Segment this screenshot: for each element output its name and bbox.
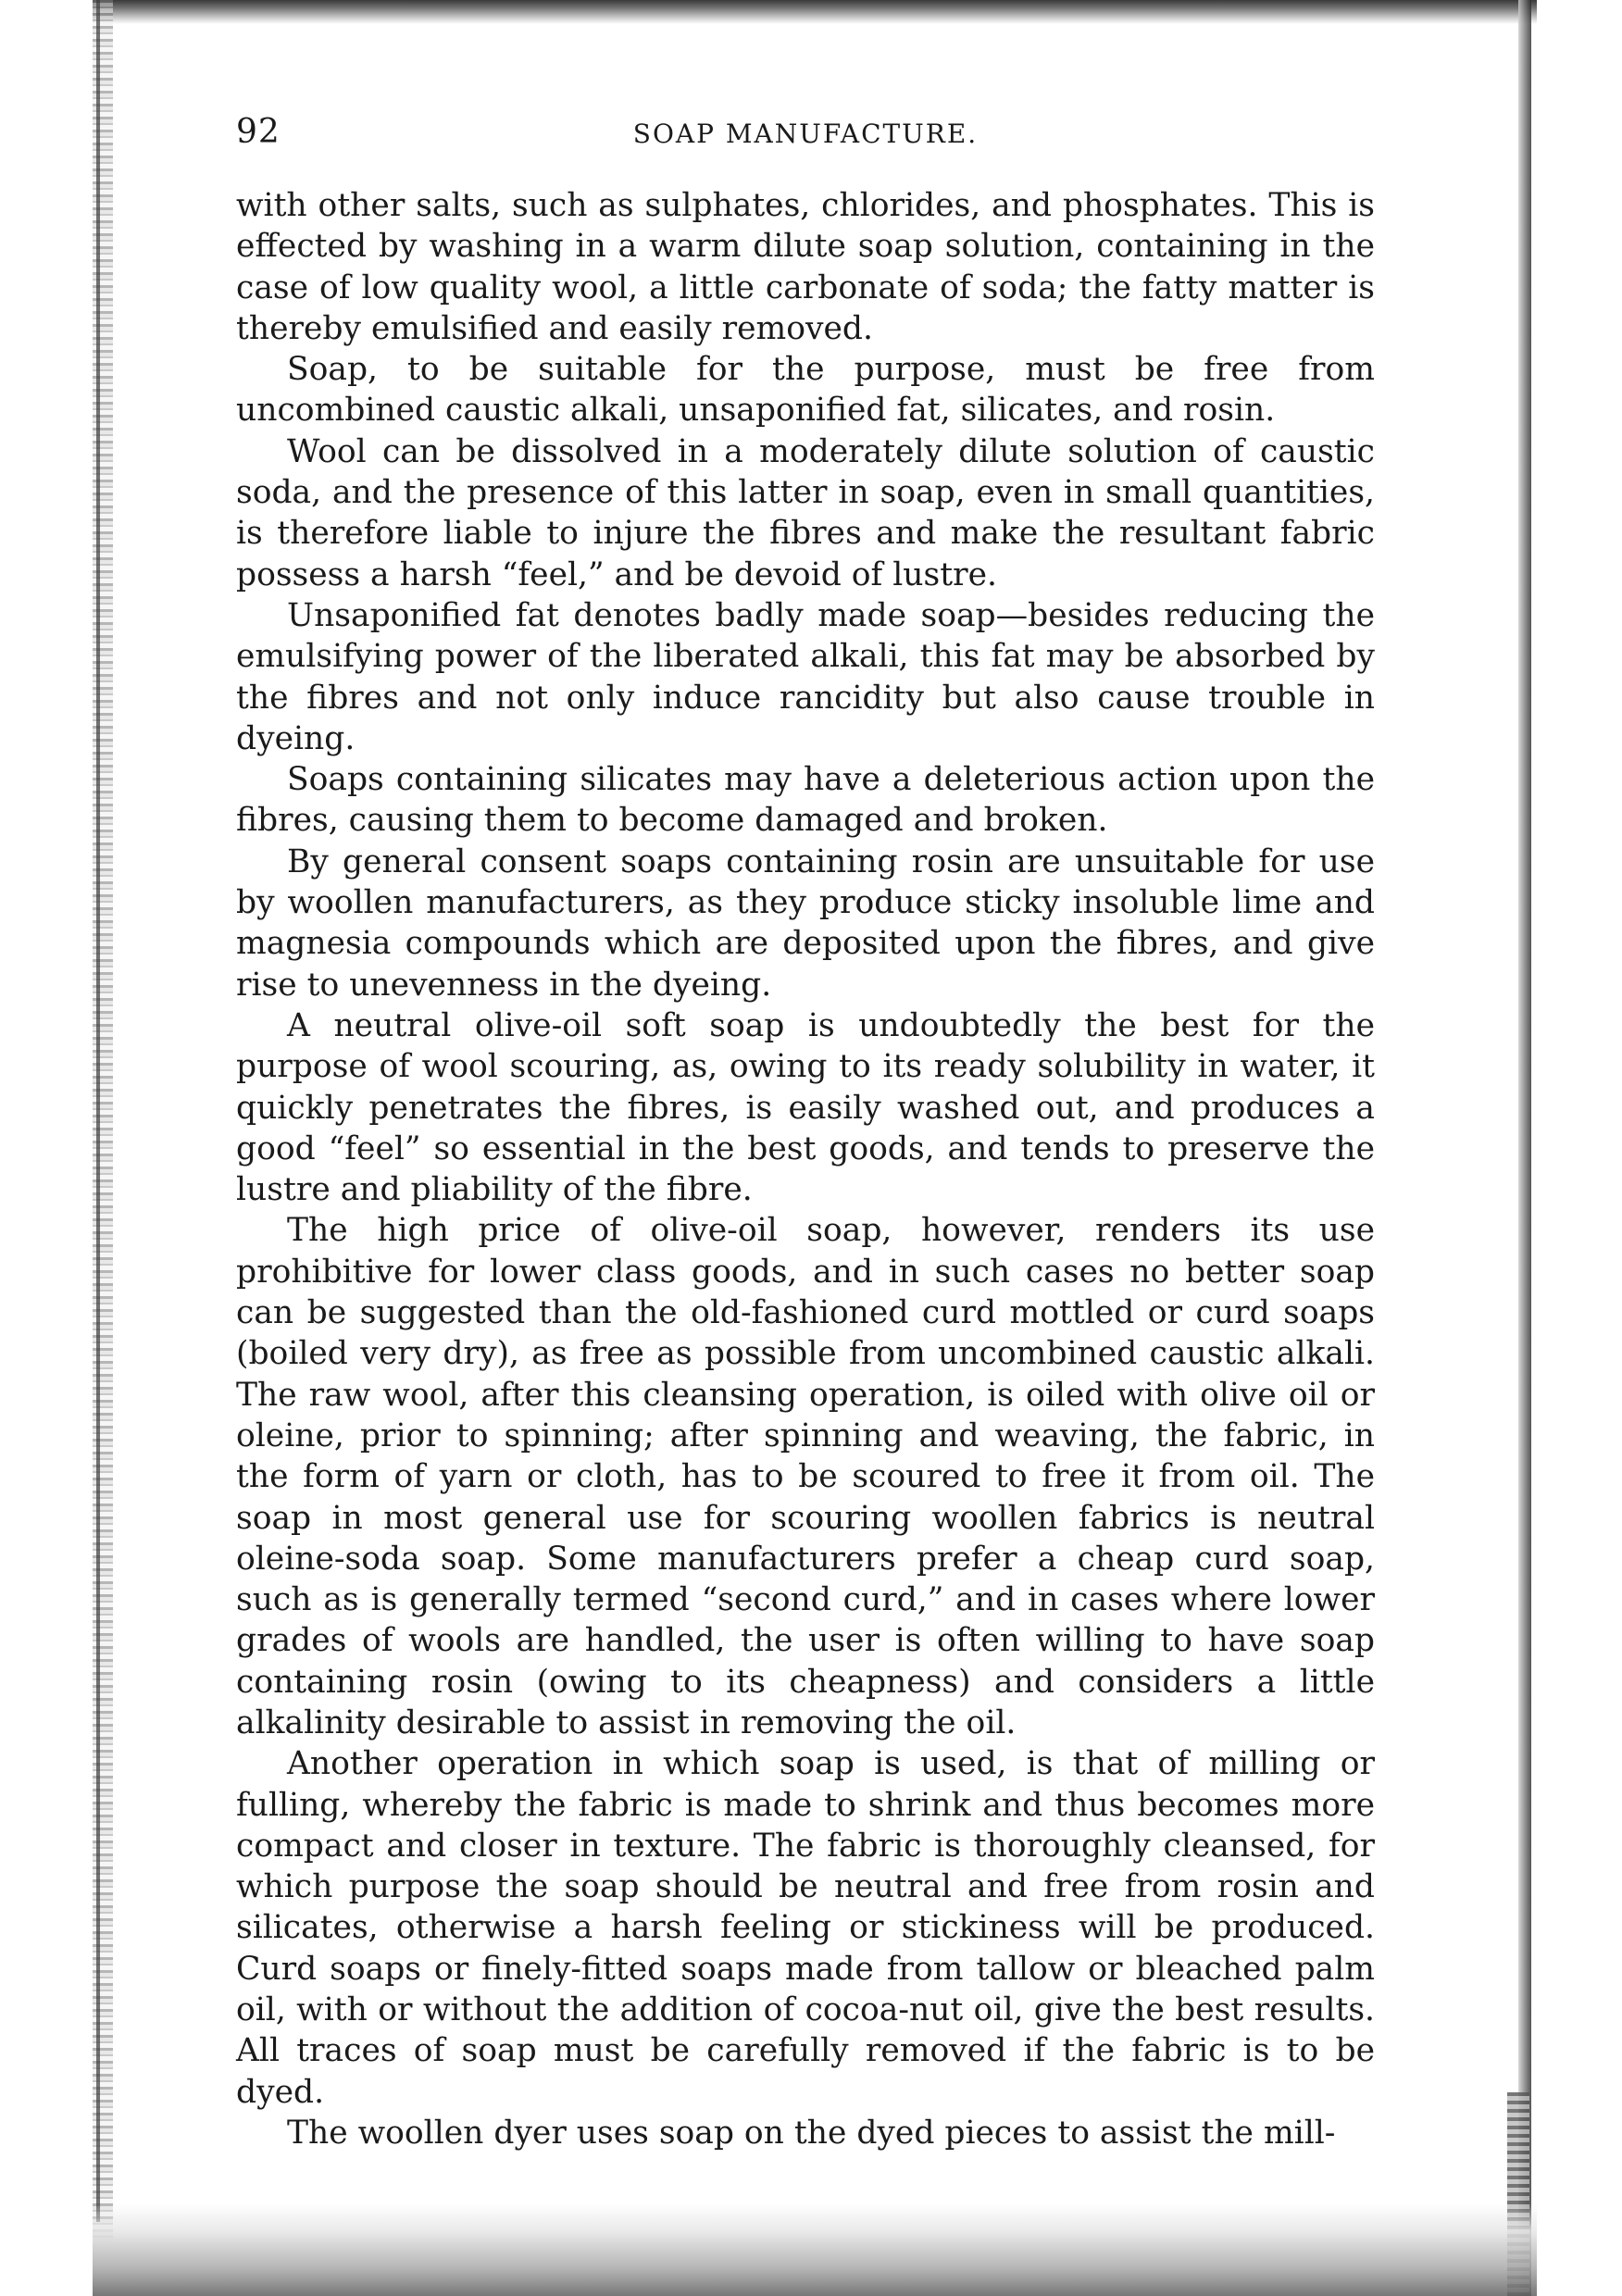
paragraph: The woollen dyer uses soap on the dyed pieces to assist the mill- [287,2114,1336,2152]
paragraph: The high price of olive-oil soap, however, renders its use prohibitive for lower class goods, and in such cases no better soap can be suggested than the old-fashioned curd mottled or curd soaps (boiled very dry), as free as possible from uncombined caustic alkali. The raw wool, after this cleansing operation, is oiled with olive oil or oleine, prior to spinning; after spinning and weaving, the fabric, in the form of yarn or cloth, has to be scoured to free it from oil. The soap in most general use for scouring woollen fabrics is neutral oleine-soda soap. Some manufacturers prefer a cheap curd soap, such as is generally termed “second curd,” and in cases where lower grades of wools are handled, the user is often willing to have soap containing rosin (owing to its cheapness) and considers a little alkalinity desirable to assist in removing the oil. [236,1212,1375,1741]
page-body [236,185,1375,2153]
scan-left-edge [96,0,100,2222]
paragraph: A neutral olive-oil soft soap is undoubtedly the best for the purpose of wool scouring, as, owing to its ready solubility in water, it quickly penetrates the fibres, is easily washed out, and produces a good “feel” so essential in the best goods, and tends to preserve the lustre and pliability of the fibre. [236,1006,1375,1209]
scan-right-edge [1518,0,1531,2296]
scan-top-edge [93,0,1537,24]
page-header [236,113,1375,165]
paragraph: Unsaponified fat denotes badly made soap—besides reducing the emulsifying power of the liberated alkali, this fat may be absorbed by the fibres and not only induce rancidity but also cause trouble in dyeing. [236,596,1375,757]
running-title: SOAP MANUFACTURE. [632,119,979,149]
page-number: 92 [236,113,281,151]
paragraph: Wool can be dissolved in a moderately dilute solution of caustic soda, and the presence of this latter in soap, even in small quantities, is therefore liable to injure the fibres and make the resultant fabric possess a harsh “feel,” and be devoid of lustre. [236,432,1375,593]
paragraph: Another operation in which soap is used, is that of milling or fulling, whereby the fabric is made to shrink and thus becomes more compact and closer in texture. The fabric is thoroughly cleansed, for which purpose the soap should be neutral and free from rosin and silicates, otherwise a harsh feeling or stickiness will be produced. Curd soaps or finely-fitted soaps made from tallow or bleached palm oil, with or without the addition of cocoa-nut oil, give the best results. All traces of soap must be carefully removed if the fabric is to be dyed. [236,1745,1375,2111]
paragraph: Soap, to be suitable for the purpose, must be free from uncombined caustic alkali, unsaponified fat, silicates, and rosin. [236,351,1375,430]
paragraph: Soaps containing silicates may have a deleterious action upon the fibres, causing them to become damaged and broken. [236,761,1375,840]
scan-bottom-edge [93,2203,1537,2296]
paragraph: By general consent soaps containing rosin are unsuitable for use by woollen manufacturers, as they produce sticky insoluble lime and magnesia compounds which are deposited upon the fibres, and give rise to unevenness in the dyeing. [236,842,1375,1004]
paragraph: with other salts, such as sulphates, chlorides, and phosphates. This is effected by washing in a warm dilute soap solution, containing in the case of low quality wool, a little carbonate of soda; the fatty matter is thereby emulsified and easily removed. [236,187,1375,347]
